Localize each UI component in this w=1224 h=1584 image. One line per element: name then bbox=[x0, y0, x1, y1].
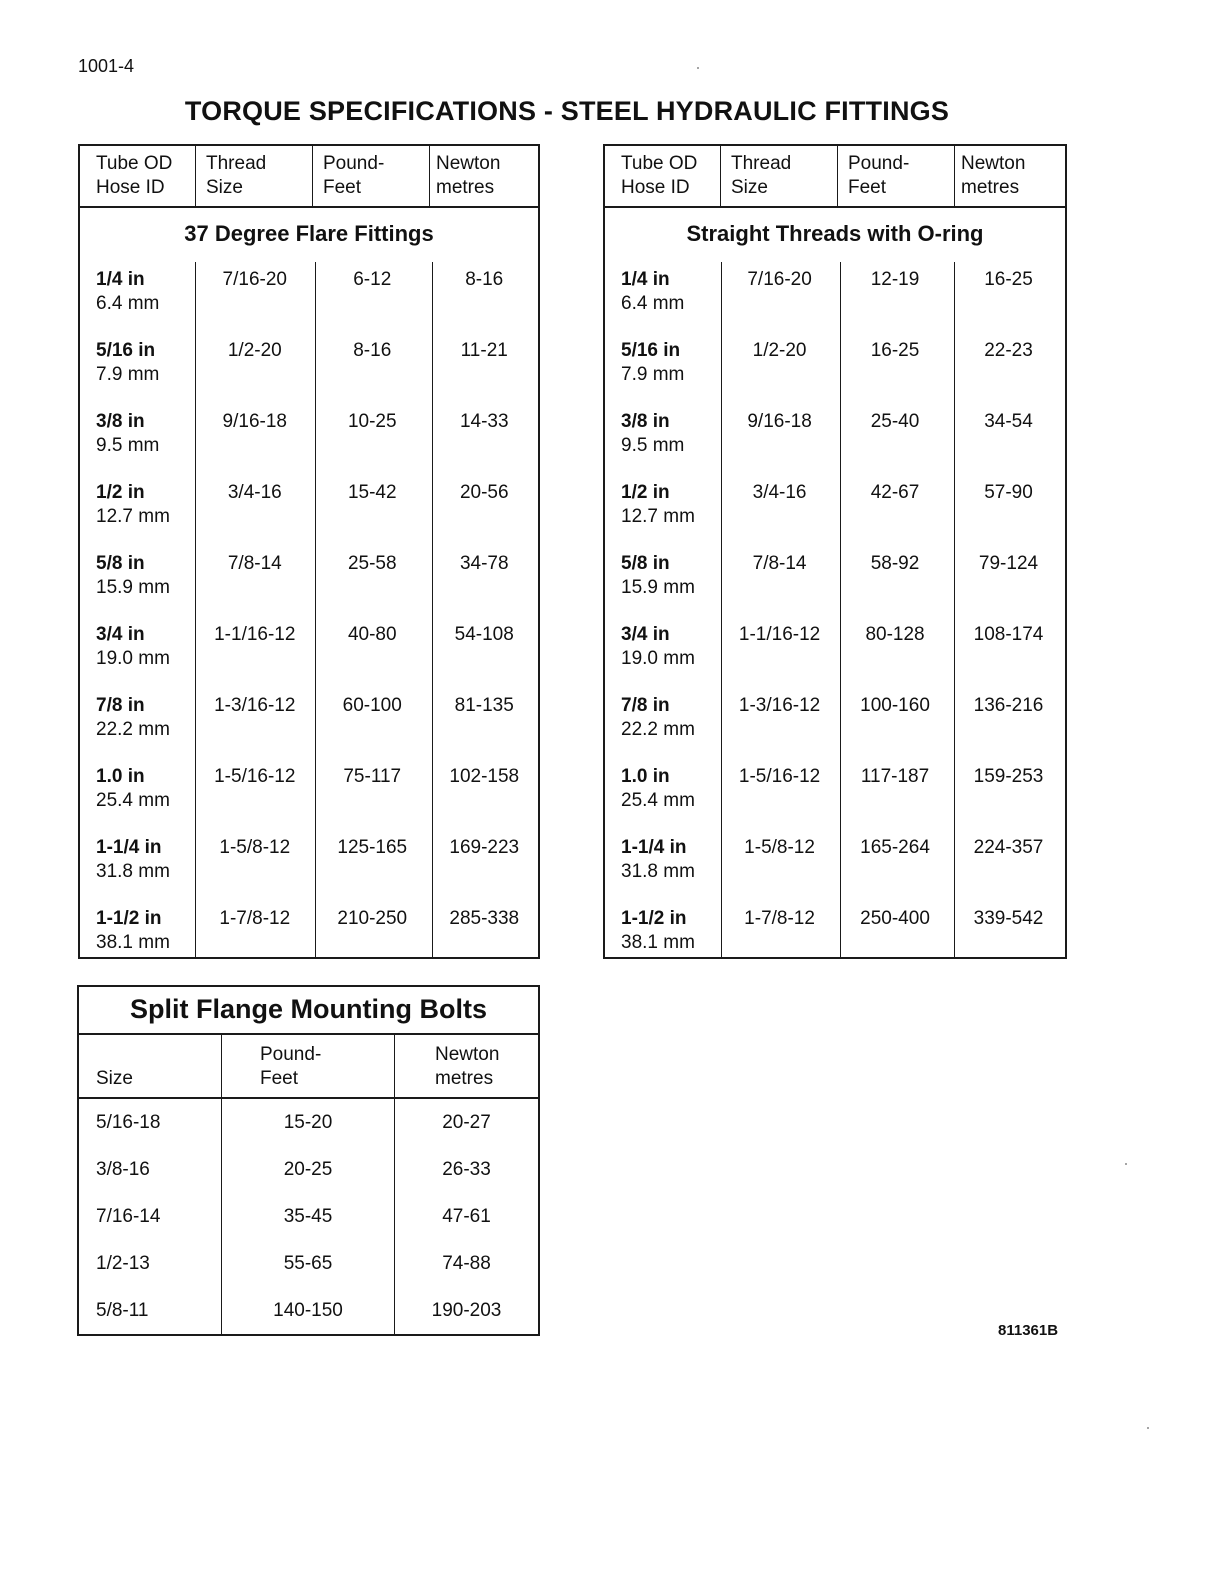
size-inches: 5/8 in bbox=[96, 553, 145, 574]
size-inches: 1-1/2 in bbox=[96, 908, 162, 929]
newton-metres-cell: 14-33 bbox=[459, 411, 509, 432]
tube-size-cell bbox=[80, 901, 196, 972]
size-inches: 7/8 in bbox=[96, 695, 145, 716]
table-row bbox=[605, 404, 1065, 475]
thread-size-cell: 1-3/16-12 bbox=[214, 695, 296, 716]
pound-feet-cell: 80-128 bbox=[865, 624, 925, 645]
flange-body bbox=[79, 1099, 538, 1334]
size-inches: 1/2 in bbox=[96, 482, 145, 503]
flange-pound-feet-cell: 140-150 bbox=[273, 1300, 343, 1321]
size-mm: 9.5 mm bbox=[96, 435, 160, 456]
flange-pound-feet-cell: 20-25 bbox=[283, 1159, 333, 1180]
pound-feet-cell: 165-264 bbox=[860, 837, 930, 858]
flange-pound-feet-cell: 35-45 bbox=[283, 1206, 333, 1227]
pound-feet-cell: 125-165 bbox=[337, 837, 408, 858]
thread-size-cell: 7/8-14 bbox=[227, 553, 282, 574]
size-mm: 38.1 mm bbox=[621, 932, 695, 953]
pound-feet-cell: 15-42 bbox=[347, 482, 397, 503]
size-inches: 3/8 in bbox=[96, 411, 145, 432]
header-tube-od: Tube OD Hose ID bbox=[605, 146, 721, 206]
oring-fittings-table bbox=[603, 144, 1067, 959]
newton-metres-cell: 136-216 bbox=[973, 695, 1044, 716]
flange-size-cell: 1/2-13 bbox=[96, 1253, 150, 1274]
size-inches: 1.0 in bbox=[96, 766, 145, 787]
table-row bbox=[605, 333, 1065, 404]
header-pound-feet: Pound- Feet bbox=[838, 146, 955, 206]
tube-size-cell bbox=[605, 830, 721, 901]
size-inches: 5/8 in bbox=[621, 553, 670, 574]
thread-size-cell: 1/2-20 bbox=[752, 340, 807, 361]
newton-metres-cell: 81-135 bbox=[454, 695, 514, 716]
pound-feet-cell: 8-16 bbox=[353, 340, 392, 361]
table-row bbox=[605, 262, 1065, 333]
pound-feet-cell: 10-25 bbox=[347, 411, 397, 432]
table-row bbox=[80, 546, 538, 617]
tube-size-cell bbox=[80, 404, 196, 475]
size-inches: 1-1/4 in bbox=[621, 837, 687, 858]
size-inches: 1/2 in bbox=[621, 482, 670, 503]
size-inches: 3/4 in bbox=[96, 624, 145, 645]
newton-metres-cell: 16-25 bbox=[984, 269, 1033, 290]
section-title: 37 Degree Flare Fittings bbox=[184, 221, 434, 246]
flare-fittings-table bbox=[78, 144, 540, 959]
table-row bbox=[605, 617, 1065, 688]
thread-size-cell: 1-7/8-12 bbox=[744, 908, 815, 929]
tube-size-cell bbox=[605, 759, 721, 830]
flange-newton-metres-cell: 20-27 bbox=[442, 1112, 491, 1133]
table-row bbox=[80, 759, 538, 830]
pound-feet-cell: 40-80 bbox=[347, 624, 397, 645]
table-row bbox=[605, 546, 1065, 617]
pound-feet-cell: 16-25 bbox=[870, 340, 920, 361]
newton-metres-cell: 159-253 bbox=[973, 766, 1044, 787]
pound-feet-cell: 25-40 bbox=[870, 411, 920, 432]
flare-rows bbox=[80, 262, 538, 972]
header-pound-feet: Pound- Feet bbox=[313, 146, 430, 206]
size-inches: 3/8 in bbox=[621, 411, 670, 432]
size-inches: 1/4 in bbox=[96, 269, 145, 290]
flange-size-cell: 5/16-18 bbox=[96, 1112, 161, 1133]
flange-lbft-column bbox=[222, 1099, 395, 1334]
flange-nm-column bbox=[395, 1099, 538, 1334]
thread-size-cell: 1-7/8-12 bbox=[219, 908, 291, 929]
newton-metres-cell: 339-542 bbox=[973, 908, 1044, 929]
size-inches: 3/4 in bbox=[621, 624, 670, 645]
size-mm: 19.0 mm bbox=[96, 648, 170, 669]
table-row bbox=[80, 901, 538, 972]
tube-size-cell bbox=[80, 617, 196, 688]
thread-size-cell: 1-1/16-12 bbox=[738, 624, 821, 645]
tube-size-cell bbox=[605, 333, 721, 404]
tube-size-cell bbox=[605, 404, 721, 475]
size-mm: 7.9 mm bbox=[621, 364, 685, 385]
split-flange-table bbox=[77, 985, 540, 1336]
size-mm: 25.4 mm bbox=[96, 790, 170, 811]
table-row bbox=[80, 617, 538, 688]
table-row bbox=[80, 333, 538, 404]
size-inches: 5/16 in bbox=[621, 340, 681, 361]
pound-feet-cell: 25-58 bbox=[347, 553, 397, 574]
pound-feet-cell: 210-250 bbox=[337, 908, 408, 929]
size-mm: 31.8 mm bbox=[96, 861, 170, 882]
newton-metres-cell: 11-21 bbox=[460, 340, 508, 361]
table-row bbox=[605, 901, 1065, 972]
newton-metres-cell: 169-223 bbox=[449, 837, 520, 858]
page-title: TORQUE SPECIFICATIONS - STEEL HYDRAULIC FITTINGS bbox=[184, 96, 950, 126]
table-row bbox=[80, 475, 538, 546]
table-row bbox=[80, 830, 538, 901]
newton-metres-cell: 34-78 bbox=[459, 553, 509, 574]
tube-size-cell bbox=[605, 262, 721, 333]
size-inches: 5/16 in bbox=[96, 340, 156, 361]
size-mm: 7.9 mm bbox=[96, 364, 160, 385]
size-mm: 15.9 mm bbox=[96, 577, 170, 598]
newton-metres-cell: 54-108 bbox=[454, 624, 514, 645]
size-mm: 12.7 mm bbox=[621, 506, 695, 527]
table-row bbox=[605, 475, 1065, 546]
flange-newton-metres-cell: 190-203 bbox=[431, 1300, 502, 1321]
tube-size-cell bbox=[605, 901, 721, 972]
table-row bbox=[605, 688, 1065, 759]
thread-size-cell: 9/16-18 bbox=[747, 411, 812, 432]
flange-size-cell: 5/8-11 bbox=[96, 1300, 149, 1321]
size-mm: 15.9 mm bbox=[621, 577, 695, 598]
pound-feet-cell: 100-160 bbox=[860, 695, 930, 716]
newton-metres-cell: 57-90 bbox=[984, 482, 1033, 503]
size-mm: 6.4 mm bbox=[96, 293, 160, 314]
newton-metres-cell: 285-338 bbox=[449, 908, 520, 929]
pound-feet-cell: 250-400 bbox=[860, 908, 930, 929]
oring-rows bbox=[605, 262, 1065, 972]
thread-size-cell: 1-5/16-12 bbox=[214, 766, 296, 787]
header-newton-metres: Newton metres bbox=[435, 1044, 500, 1089]
tube-size-cell bbox=[80, 333, 196, 404]
newton-metres-cell: 108-174 bbox=[973, 624, 1044, 645]
table-row bbox=[80, 404, 538, 475]
size-mm: 19.0 mm bbox=[621, 648, 695, 669]
size-inches: 1.0 in bbox=[621, 766, 670, 787]
flange-title: Split Flange Mounting Bolts bbox=[79, 987, 538, 1035]
newton-metres-cell: 8-16 bbox=[465, 269, 504, 290]
document-code: 811361B bbox=[998, 1322, 1059, 1339]
pound-feet-cell: 12-19 bbox=[870, 269, 920, 290]
thread-size-cell: 9/16-18 bbox=[222, 411, 287, 432]
table-row bbox=[80, 688, 538, 759]
thread-size-cell: 1-5/16-12 bbox=[738, 766, 821, 787]
pound-feet-cell: 117-187 bbox=[860, 766, 930, 787]
table-header bbox=[605, 146, 1065, 208]
size-inches: 1-1/2 in bbox=[621, 908, 687, 929]
header-thread-size: Thread Size bbox=[721, 146, 838, 206]
newton-metres-cell: 102-158 bbox=[449, 766, 520, 787]
size-mm: 22.2 mm bbox=[621, 719, 695, 740]
tube-size-cell bbox=[80, 262, 196, 333]
pound-feet-cell: 75-117 bbox=[343, 766, 402, 787]
thread-size-cell: 3/4-16 bbox=[227, 482, 282, 503]
header-pound-feet: Pound- Feet bbox=[222, 1035, 395, 1097]
size-mm: 6.4 mm bbox=[621, 293, 685, 314]
newton-metres-cell: 79-124 bbox=[978, 553, 1039, 574]
flange-newton-metres-cell: 47-61 bbox=[442, 1206, 491, 1227]
newton-metres-cell: 34-54 bbox=[984, 411, 1033, 432]
tube-size-cell bbox=[605, 546, 721, 617]
thread-size-cell: 7/16-20 bbox=[222, 269, 287, 290]
size-mm: 31.8 mm bbox=[621, 861, 695, 882]
flange-size-cell: 3/8-16 bbox=[96, 1159, 150, 1180]
tube-size-cell bbox=[605, 475, 721, 546]
header-size: Size bbox=[79, 1035, 222, 1097]
flange-newton-metres-cell: 26-33 bbox=[442, 1159, 491, 1180]
tube-size-cell bbox=[80, 546, 196, 617]
size-inches: 7/8 in bbox=[621, 695, 670, 716]
header-newton-metres: Newton metres bbox=[436, 153, 501, 198]
size-mm: 38.1 mm bbox=[96, 932, 170, 953]
flange-pound-feet-cell: 15-20 bbox=[283, 1112, 333, 1133]
section-title: Straight Threads with O-ring bbox=[686, 221, 984, 246]
header-thread-size: Thread Size bbox=[196, 146, 313, 206]
thread-size-cell: 1-5/8-12 bbox=[744, 837, 815, 858]
thread-size-cell: 3/4-16 bbox=[752, 482, 807, 503]
thread-size-cell: 7/16-20 bbox=[747, 269, 812, 290]
flange-header bbox=[79, 1035, 538, 1099]
pound-feet-cell: 60-100 bbox=[342, 695, 402, 716]
table-header bbox=[80, 146, 538, 208]
tube-size-cell bbox=[80, 475, 196, 546]
pound-feet-cell: 58-92 bbox=[870, 553, 920, 574]
pound-feet-cell: 6-12 bbox=[353, 269, 392, 290]
size-inches: 1/4 in bbox=[621, 269, 670, 290]
header-tube-od: Tube OD Hose ID bbox=[80, 146, 196, 206]
flange-size-column bbox=[79, 1099, 222, 1334]
tube-size-cell bbox=[80, 759, 196, 830]
newton-metres-cell: 22-23 bbox=[984, 340, 1033, 361]
tube-size-cell bbox=[605, 617, 721, 688]
newton-metres-cell: 224-357 bbox=[973, 837, 1044, 858]
flange-newton-metres-cell: 74-88 bbox=[442, 1253, 491, 1274]
pound-feet-cell: 42-67 bbox=[870, 482, 920, 503]
thread-size-cell: 1/2-20 bbox=[227, 340, 282, 361]
tube-size-cell bbox=[80, 830, 196, 901]
table-row bbox=[605, 759, 1065, 830]
size-inches: 1-1/4 in bbox=[96, 837, 162, 858]
flange-pound-feet-cell: 55-65 bbox=[283, 1253, 333, 1274]
table-row bbox=[605, 830, 1065, 901]
newton-metres-cell: 20-56 bbox=[459, 482, 509, 503]
flange-size-cell: 7/16-14 bbox=[96, 1206, 161, 1227]
thread-size-cell: 1-3/16-12 bbox=[738, 695, 821, 716]
thread-size-cell: 7/8-14 bbox=[752, 553, 807, 574]
size-mm: 22.2 mm bbox=[96, 719, 170, 740]
thread-size-cell: 1-1/16-12 bbox=[214, 624, 296, 645]
tube-size-cell bbox=[605, 688, 721, 759]
table-row bbox=[80, 262, 538, 333]
size-mm: 9.5 mm bbox=[621, 435, 685, 456]
size-mm: 25.4 mm bbox=[621, 790, 695, 811]
thread-size-cell: 1-5/8-12 bbox=[219, 837, 291, 858]
header-newton-metres: Newton metres bbox=[961, 153, 1026, 198]
size-mm: 12.7 mm bbox=[96, 506, 170, 527]
page-number: 1001-4 bbox=[78, 56, 135, 76]
tube-size-cell bbox=[80, 688, 196, 759]
